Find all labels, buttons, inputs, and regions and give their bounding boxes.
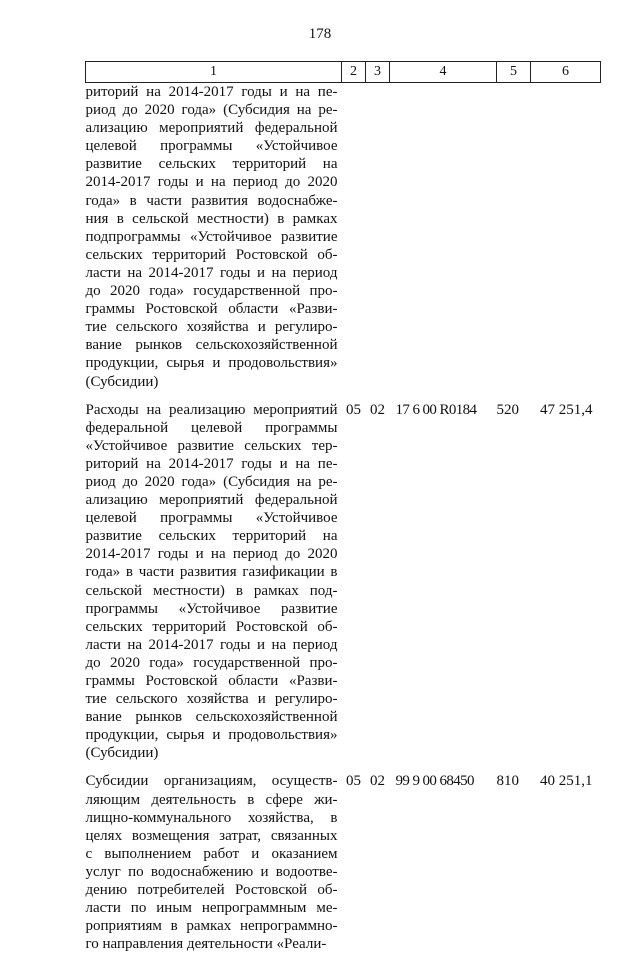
description-line: ласти на 2014-2017 годы и на период bbox=[85, 264, 338, 281]
description-line: сельских территорий Ростовской об- bbox=[85, 246, 338, 263]
subsection-code-cell: 02 bbox=[370, 401, 385, 418]
amount-cell: 40 251,1 bbox=[540, 773, 593, 790]
description-line: 2014-2017 годы и на период до 2020 bbox=[85, 546, 338, 563]
description-line: ласти по иным непрограммным ме- bbox=[85, 900, 338, 917]
subsection-code-cell bbox=[366, 83, 390, 391]
description-line: федеральной целевой программы bbox=[85, 419, 338, 436]
description-cell bbox=[86, 772, 342, 953]
description-line: подпрограммы «Устойчивое развитие bbox=[85, 228, 338, 245]
budget-table bbox=[85, 61, 601, 953]
description-line: ализацию мероприятий федеральной bbox=[85, 120, 338, 137]
target-article-cell: 99 9 00 68450 bbox=[395, 773, 474, 790]
column-header: 3 bbox=[366, 62, 390, 83]
description-line: ализацию мероприятий федеральной bbox=[85, 492, 338, 509]
description-line: до 2020 года» государственной про- bbox=[85, 654, 338, 671]
table-row bbox=[86, 401, 601, 763]
table-header-row bbox=[86, 62, 601, 83]
column-header: 1 bbox=[86, 62, 342, 83]
description-line: Субсидии организациям, осуществ- bbox=[85, 773, 338, 790]
description-cell bbox=[86, 401, 342, 763]
description-line: вание рынков сельскохозяйственной bbox=[85, 709, 338, 726]
description-line: Расходы на реализацию мероприятий bbox=[85, 401, 338, 418]
description-line: года» в части развития газификации в bbox=[85, 564, 338, 581]
row-spacer-cell bbox=[86, 762, 601, 772]
description-line: услуг по водоснабжению и водоотве- bbox=[85, 863, 338, 880]
description-line: тие сельского хозяйства и регулиро- bbox=[85, 691, 338, 708]
description-line: программы «Устойчивое развитие bbox=[85, 600, 338, 617]
section-code-cell: 05 bbox=[346, 401, 361, 418]
description-line: продукции, сырья и продовольствия» bbox=[85, 355, 338, 372]
description-line: целевой программы «Устойчивое bbox=[85, 138, 338, 155]
description-line: граммы Ростовской области «Разви- bbox=[85, 673, 338, 689]
column-header: 6 bbox=[531, 62, 601, 83]
page-number: 178 bbox=[308, 26, 332, 42]
description-line: ния в сельской местности) в рамках bbox=[85, 210, 338, 227]
description-line: целях возмещения затрат, связанных bbox=[85, 827, 338, 844]
description-line: лищно-коммунального хозяйства, в bbox=[85, 809, 338, 826]
description-line: сельской местности) в рамках под- bbox=[85, 582, 338, 599]
target-article-cell bbox=[390, 83, 497, 391]
expense-type-cell: 520 bbox=[496, 401, 519, 418]
row-spacer bbox=[86, 391, 601, 401]
description-line: сельских территорий Ростовской об- bbox=[85, 618, 338, 635]
description-line: риторий на 2014-2017 годы и на пе- bbox=[85, 455, 338, 472]
description-line: до 2020 года» государственной про- bbox=[85, 283, 338, 300]
description-line: тие сельского хозяйства и регулиро- bbox=[85, 319, 338, 336]
expense-type-cell: 810 bbox=[496, 773, 519, 790]
column-header: 2 bbox=[342, 62, 366, 83]
description-line: (Субсидии) bbox=[85, 373, 159, 390]
description-line: целевой программы «Устойчивое bbox=[85, 510, 338, 527]
section-code-cell bbox=[342, 83, 366, 391]
column-header: 5 bbox=[497, 62, 531, 83]
description-line: 2014-2017 годы и на период до 2020 bbox=[85, 174, 338, 191]
description-line: роприятиям в рамках непрограммно- bbox=[85, 918, 338, 935]
description-cell bbox=[86, 83, 342, 391]
description-line: «Устойчивое развитие сельских тер- bbox=[85, 437, 338, 454]
row-spacer-cell bbox=[86, 391, 601, 401]
description-line: развитие сельских территорий на bbox=[85, 156, 338, 173]
table-row bbox=[86, 772, 601, 953]
amount-cell bbox=[531, 83, 601, 391]
description-line: ласти на 2014-2017 годы и на период bbox=[85, 636, 338, 653]
description-line: (Субсидии) bbox=[85, 745, 159, 762]
subsection-code-cell: 02 bbox=[370, 773, 385, 790]
description-line: вание рынков сельскохозяйственной bbox=[85, 337, 338, 354]
description-line: граммы Ростовской области «Разви- bbox=[85, 301, 338, 318]
description-line: развитие сельских территорий на bbox=[85, 528, 338, 545]
description-line: продукции, сырья и продовольствия» bbox=[85, 727, 338, 744]
target-article-cell: 17 6 00 R0184 bbox=[395, 401, 477, 418]
description-line: ляющим деятельность в сфере жи- bbox=[85, 791, 338, 808]
expense-type-cell bbox=[497, 83, 531, 391]
amount-cell: 47 251,4 bbox=[540, 401, 593, 418]
description-line: риод до 2020 года» (Субсидия на ре- bbox=[85, 102, 338, 119]
description-line: дению потребителей Ростовской об- bbox=[85, 882, 338, 899]
description-line: с выполнением работ и оказанием bbox=[85, 845, 338, 862]
table-row bbox=[86, 83, 601, 391]
description-line: го направления деятельности «Реали- bbox=[85, 936, 327, 953]
row-spacer bbox=[86, 762, 601, 772]
description-line: риод до 2020 года» (Субсидия на ре- bbox=[85, 473, 338, 490]
description-line: года» в части развития водоснабже- bbox=[85, 192, 338, 209]
section-code-cell: 05 bbox=[346, 773, 361, 790]
description-line: риторий на 2014-2017 годы и на пе- bbox=[85, 84, 338, 100]
column-header: 4 bbox=[390, 62, 497, 83]
